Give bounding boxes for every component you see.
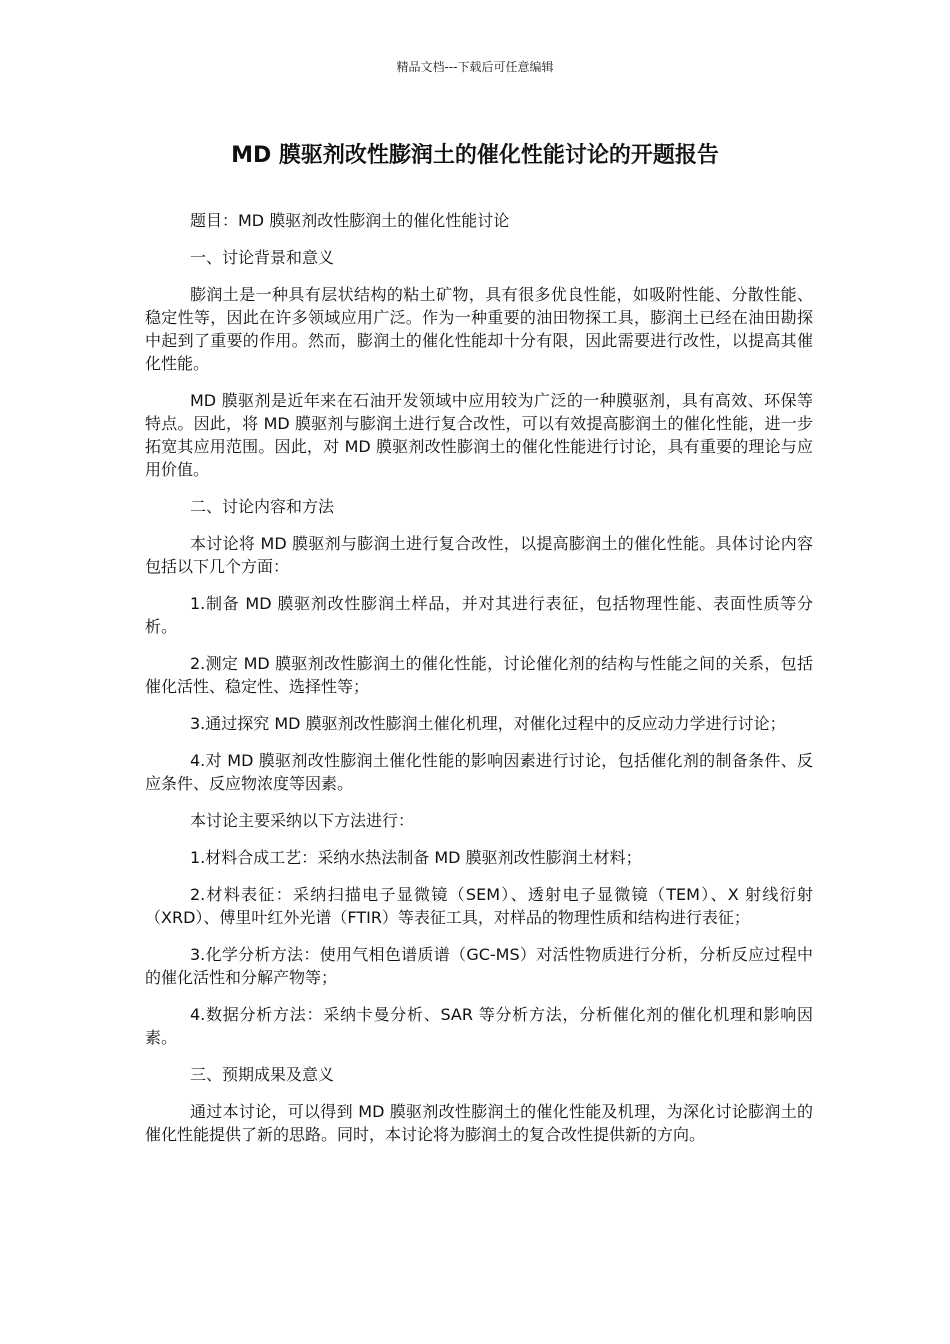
topic-line: 题目：MD 膜驱剂改性膨润土的催化性能讨论 [190,211,510,230]
content-item-3: 3.通过探究 MD 膜驱剂改性膨润土催化机理，对催化过程中的反应动力学进行讨论； [190,714,786,733]
method-item-2: 2.材料表征：采纳扫描电子显微镜（SEM）、透射电子显微镜（TEM）、X 射线衍射（XRD）、傅里叶红外光谱（FTIR）等表征工具，对样品的物理性质和结构进行表征； [145,885,813,927]
header-note: 精品文档---下载后可任意编辑 [396,60,554,74]
content-item-1: 1.制备 MD 膜驱剂改性膨润土样品，并对其进行表征，包括物理性能、表面性质等分析。 [145,594,813,636]
content-item-2: 2.测定 MD 膜驱剂改性膨润土的催化性能，讨论催化剂的结构与性能之间的关系，包括催化活性、稳定性、选择性等； [145,654,813,696]
content-item-4: 4.对 MD 膜驱剂改性膨润土催化性能的影响因素进行讨论，包括催化剂的制备条件、反应条件、反应物浓度等因素。 [145,751,813,793]
section-heading-content-methods: 二、讨论内容和方法 [190,497,335,516]
method-item-3: 3.化学分析方法：使用气相色谱质谱（GC-MS）对活性物质进行分析，分析反应过程中的催化活性和分解产物等； [145,945,813,987]
paragraph-expected-results: 通过本讨论，可以得到 MD 膜驱剂改性膨润土的催化性能及机理，为深化讨论膨润土的催化性能提供了新的思路。同时，本讨论将为膨润土的复合改性提供新的方向。 [145,1102,813,1144]
section-heading-expected-results: 三、预期成果及意义 [190,1065,335,1084]
paragraph-md-agent-intro: MD 膜驱剂是近年来在石油开发领域中应用较为广泛的一种膜驱剂，具有高效、环保等特点。因此，将 MD 膜驱剂与膨润土进行复合改性，可以有效提高膨润土的催化性能，进一步拓宽其应用范围。因此，对 MD 膜驱剂改性膨润土的催化性能进行讨论，具有重要的理论与应用价值。 [145,391,813,479]
section-heading-background: 一、讨论背景和意义 [190,248,335,267]
method-item-1: 1.材料合成工艺：采纳水热法制备 MD 膜驱剂改性膨润土材料； [190,848,642,867]
document-title: MD 膜驱剂改性膨润土的催化性能讨论的开题报告 [231,143,719,168]
document-body [145,209,813,1160]
methods-intro: 本讨论主要采纳以下方法进行： [190,811,415,830]
paragraph-bentonite-intro: 膨润土是一种具有层状结构的粘土矿物，具有很多优良性能，如吸附性能、分散性能、稳定性等，因此在许多领域应用广泛。作为一种重要的油田物探工具，膨润土已经在油田勘探中起到了重要的作用。然而，膨润土的催化性能却十分有限，因此需要进行改性，以提高其催化性能。 [145,285,813,373]
method-item-4: 4.数据分析方法：采纳卡曼分析、SAR 等分析方法，分析催化剂的催化机理和影响因素。 [145,1005,813,1047]
paragraph-content-overview: 本讨论将 MD 膜驱剂与膨润土进行复合改性，以提高膨润土的催化性能。具体讨论内容包括以下几个方面： [145,534,813,576]
